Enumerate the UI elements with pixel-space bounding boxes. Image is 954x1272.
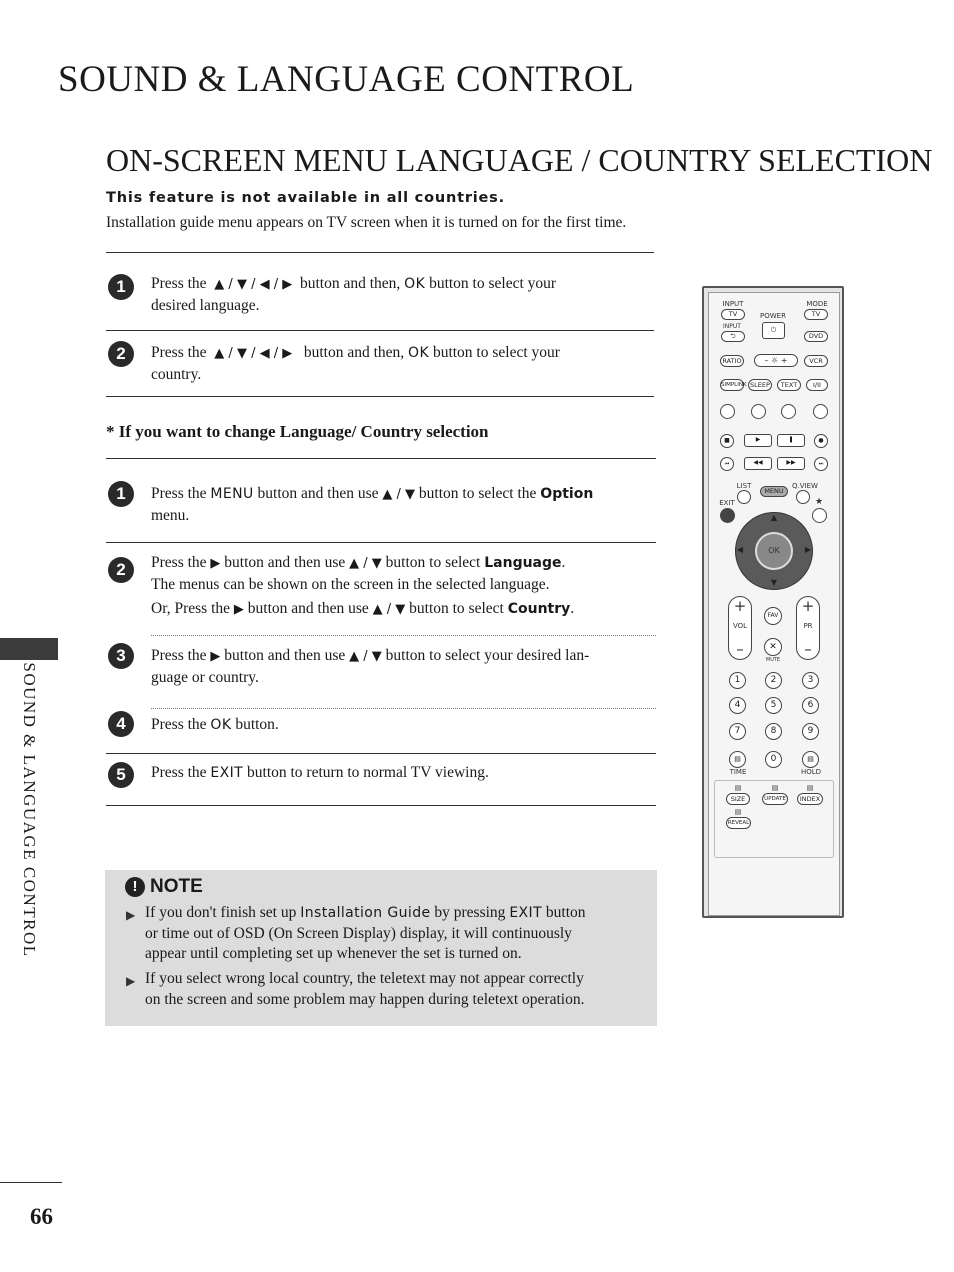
- remote-size-button: SIZE: [726, 793, 750, 805]
- remote-tv-input-button: TV: [721, 309, 745, 320]
- remote-digit-button: 9: [802, 723, 819, 740]
- remote-fav-button: FAV: [764, 607, 782, 625]
- size-icon: ▤: [734, 784, 742, 792]
- down-arrow-icon: ▼: [770, 578, 778, 587]
- change-step-1-text: Press the MENU button and then use ▲ / ▼ button to select the Option menu.: [151, 485, 594, 524]
- right-arrow-icon: ▶: [804, 545, 812, 554]
- remote-color-button: [720, 404, 735, 419]
- divider: [106, 330, 654, 331]
- divider: [106, 396, 654, 397]
- remote-star-button: [812, 508, 827, 523]
- vol-plus-icon: +: [733, 597, 747, 615]
- arrow-keys-icon: ▲ / ▼ / ◀ / ▶: [214, 346, 293, 361]
- time-icon: ▤: [729, 751, 746, 768]
- brightness-icon: – ☼ +: [754, 354, 798, 367]
- remote-label-pr: PR: [803, 622, 813, 630]
- change-step-3-text: Press the ▶ button and then use ▲ / ▼ button to select your desired lan- guage or country.: [151, 647, 590, 686]
- exclamation-icon: !: [125, 877, 145, 897]
- update-icon: ▤: [771, 784, 779, 792]
- dotted-divider: [151, 708, 656, 709]
- hold-icon: ▤: [802, 751, 819, 768]
- stop-icon: ■: [720, 434, 734, 448]
- page-number-rule: [0, 1182, 62, 1183]
- change-step-3-number: 3: [108, 643, 134, 669]
- page-number: 66: [30, 1204, 53, 1229]
- change-step-2-text: Press the ▶ button and then use ▲ / ▼ button to select Language. The menus can be shown on the screen in the selected language. Or, Press the ▶ button and then use ▲ / ▼ button to select Country.: [151, 554, 575, 617]
- dotted-divider: [151, 635, 656, 636]
- vol-minus-icon: –: [736, 640, 744, 658]
- availability-note: This feature is not available in all countries.: [106, 190, 505, 206]
- remote-ratio-button: RATIO: [720, 355, 744, 367]
- bullet-arrow-icon: ▶: [126, 908, 136, 922]
- step-1-number: 1: [108, 274, 134, 300]
- note-item-1: If you don't finish set up Installation Guide by pressing EXIT button or time out of OSD (On Screen Display) display, it will continuously appear until completing set up whenever the set is turned on.: [145, 904, 586, 962]
- change-step-5-number: 5: [108, 762, 134, 788]
- remote-dvd-button: DVD: [804, 331, 828, 342]
- pr-plus-icon: +: [801, 597, 815, 615]
- remote-digit-button: 7: [729, 723, 746, 740]
- reveal-icon: ▤: [734, 808, 742, 816]
- index-icon: ▤: [806, 784, 814, 792]
- divider: [106, 458, 656, 459]
- pause-icon: ❚: [777, 434, 805, 447]
- rewind-icon: ◀◀: [744, 457, 772, 470]
- remote-reveal-button: REVEAL: [726, 817, 751, 829]
- input-source-icon: ⮌: [721, 331, 745, 342]
- remote-label-mode: MODE: [806, 300, 828, 308]
- up-arrow-icon: ▲: [770, 513, 778, 522]
- remote-qview-button: [796, 490, 810, 504]
- remote-digit-button: 0: [765, 751, 782, 768]
- change-step-5-text: Press the EXIT button to return to normal TV viewing.: [151, 764, 489, 781]
- divider: [106, 753, 656, 754]
- change-heading: * If you want to change Language/ Country selection: [106, 422, 489, 441]
- change-step-1-number: 1: [108, 481, 134, 507]
- remote-simplink-button: SIMPLINK: [720, 379, 744, 391]
- remote-label-qview: Q.VIEW: [792, 482, 818, 490]
- remote-digit-button: 1: [729, 672, 746, 689]
- remote-label-vol: VOL: [732, 622, 748, 630]
- step-2-text: Press the ▲ / ▼ / ◀ / ▶ button and then, OK button to select your country.: [151, 344, 560, 383]
- remote-menu-button: MENU: [760, 486, 788, 497]
- remote-color-button: [813, 404, 828, 419]
- remote-sleep-button: SLEEP: [748, 379, 772, 391]
- note-title: NOTE: [150, 876, 203, 897]
- change-step-4-number: 4: [108, 711, 134, 737]
- remote-label-input-small: INPUT: [723, 323, 741, 330]
- page-title: SOUND & LANGUAGE CONTROL: [58, 59, 635, 100]
- remote-digit-button: 4: [729, 697, 746, 714]
- remote-color-button: [751, 404, 766, 419]
- fast-forward-icon: ▶▶: [777, 457, 805, 470]
- remote-ok-button: OK: [755, 532, 793, 570]
- sidebar-label: SOUND & LANGUAGE CONTROL: [20, 662, 39, 958]
- divider: [106, 542, 656, 543]
- section-title: ON-SCREEN MENU LANGUAGE / COUNTRY SELECTION: [106, 142, 933, 178]
- sidebar-tab: [0, 638, 58, 660]
- record-icon: ●: [814, 434, 828, 448]
- remote-digit-button: 6: [802, 697, 819, 714]
- arrow-keys-icon: ▲ / ▼ / ◀ / ▶: [214, 277, 293, 292]
- remote-digit-button: 2: [765, 672, 782, 689]
- step-1-text: Press the ▲ / ▼ / ◀ / ▶ button and then, OK button to select your desired language.: [151, 275, 557, 314]
- remote-digit-button: 3: [802, 672, 819, 689]
- remote-label-mute: MUTE: [765, 657, 781, 663]
- remote-label-hold: HOLD: [800, 768, 822, 776]
- remote-text-button: TEXT: [777, 379, 801, 391]
- divider: [106, 252, 654, 253]
- divider: [106, 805, 656, 806]
- note-item-2: If you select wrong local country, the teletext may not appear correctly on the screen and some problem may happen during teletext operation.: [145, 970, 585, 1008]
- remote-update-button: UPDATE: [762, 793, 788, 805]
- intro-text: Installation guide menu appears on TV screen when it is turned on for the first time.: [106, 214, 627, 231]
- step-2-number: 2: [108, 341, 134, 367]
- left-arrow-icon: ◀: [736, 545, 744, 554]
- change-step-2-number: 2: [108, 557, 134, 583]
- play-icon: ▶: [744, 434, 772, 447]
- remote-label-input: INPUT: [722, 300, 744, 308]
- skip-forward-icon: ⏭: [814, 457, 828, 471]
- remote-digit-button: 5: [765, 697, 782, 714]
- remote-digit-button: 8: [765, 723, 782, 740]
- pr-minus-icon: –: [804, 640, 812, 658]
- remote-i-ii-button: I/II: [806, 379, 828, 391]
- bullet-arrow-icon: ▶: [126, 974, 136, 988]
- remote-color-button: [781, 404, 796, 419]
- remote-label-list: LIST: [736, 482, 752, 490]
- power-icon: ⏻: [762, 322, 785, 339]
- remote-vcr-button: VCR: [804, 355, 828, 367]
- skip-back-icon: ⏮: [720, 457, 734, 471]
- remote-tv-mode-button: TV: [804, 309, 828, 320]
- change-step-4-text: Press the OK button.: [151, 716, 279, 733]
- star-icon: ★: [814, 497, 824, 507]
- remote-label-exit: EXIT: [719, 499, 735, 507]
- remote-list-button: [737, 490, 751, 504]
- remote-index-button: INDEX: [797, 793, 823, 805]
- remote-label-time: TIME: [729, 768, 747, 776]
- remote-label-power: POWER: [760, 312, 786, 320]
- mute-icon: ✕: [764, 638, 782, 656]
- remote-exit-button: [720, 508, 735, 523]
